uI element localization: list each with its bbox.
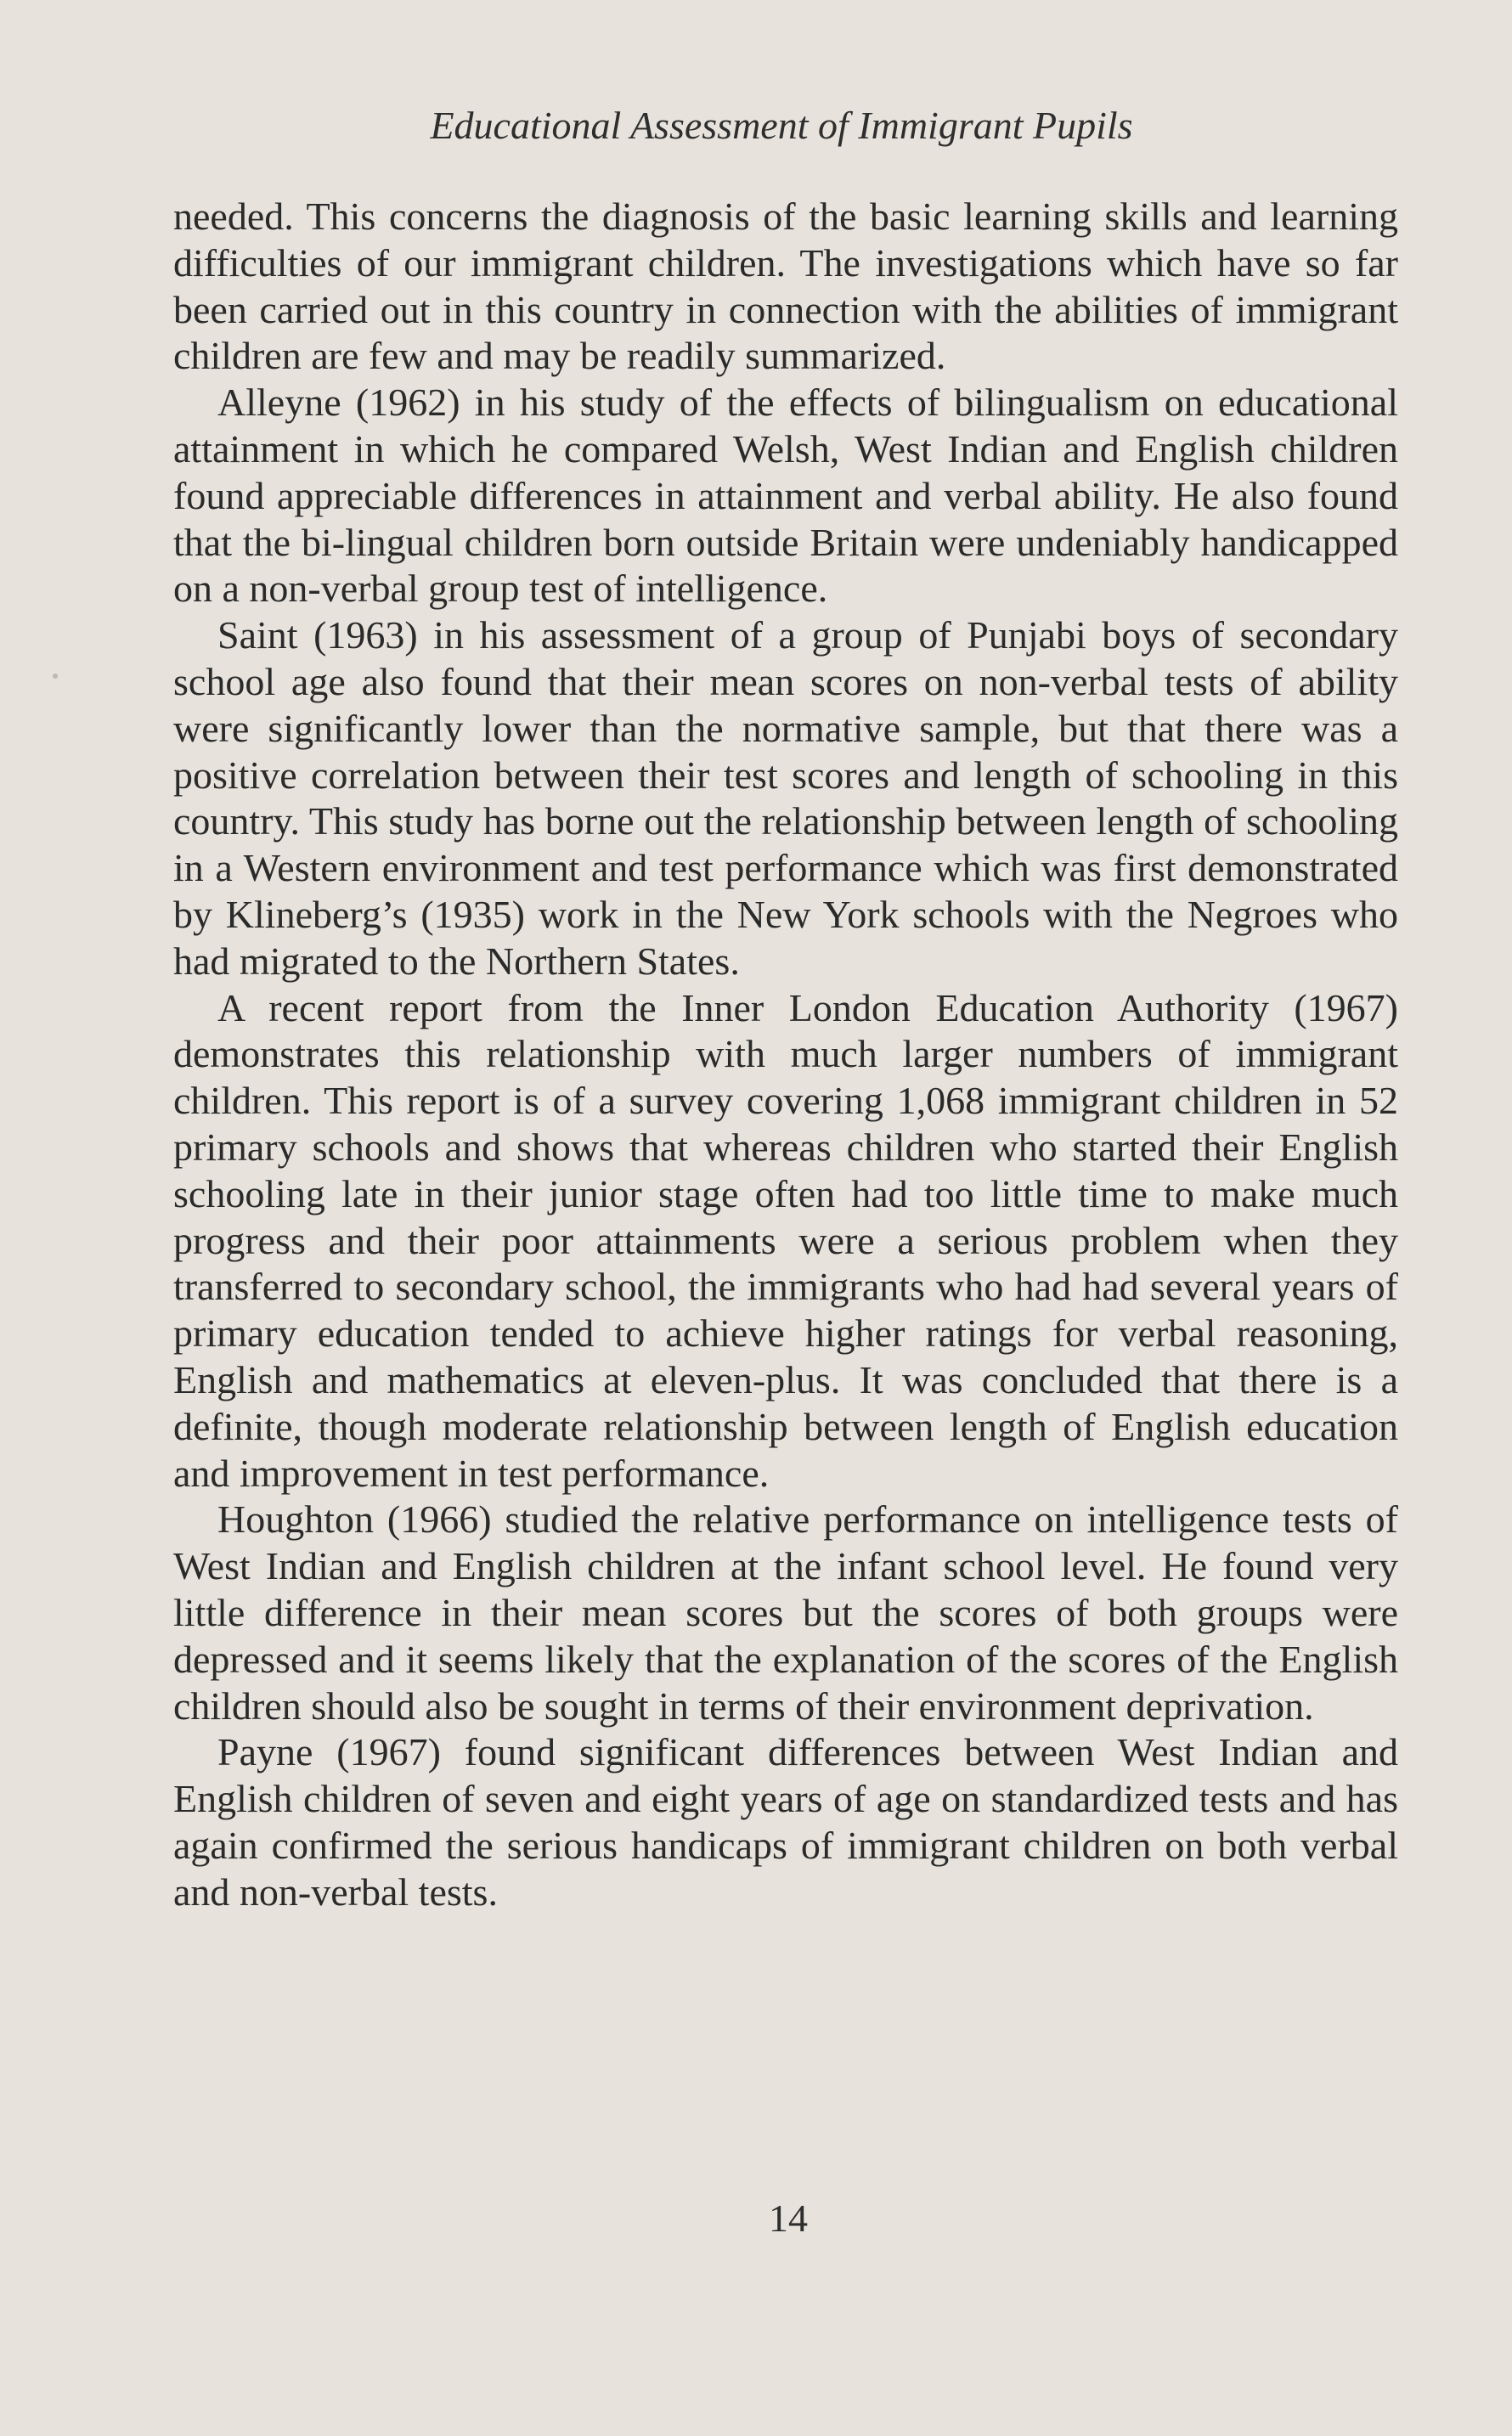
paragraph-saint: Saint (1963) in his assessment of a group of Punjabi boys of secondary school age also found that their mean scores on non-verbal tests of ability were significantly lower than the normative sample, but that there was a positive correlation between their test scores and length of schooling in this country. This study has borne out the relationship between length of schooling in a Western environment and test performance which was first demonstrated by Klineberg’s (1935) work in the New York schools with the Negroes who had migrated to the Northern States.: [173, 613, 1398, 983]
paragraph-alleyne: Alleyne (1962) in his study of the effects of bilingualism on educational attainment in which he compared Welsh, West Indian and English children found appreciable differences in attainment and verbal ability. He also found that the bi-lingual children born outside Britain were undeniably handicapped on a non-verbal group test of intelligence.: [173, 381, 1398, 611]
running-header: Educational Assessment of Immigrant Pupils: [430, 104, 1133, 147]
paragraph-continuation: needed. This concerns the diagnosis of the basic learning skills and learning difficulties of our immigrant children. The investigations which have so far been carried out in this country in connection with the abilities of immigrant children are few and may be readily summarized.: [173, 195, 1398, 378]
page-number: 14: [769, 2196, 808, 2240]
body-text: [173, 194, 1398, 1915]
paragraph-payne: Payne (1967) found significant differences between West Indian and English children of seven and eight years of age on standardized tests and has again confirmed the serious handicaps of immigrant children on both verbal and non-verbal tests.: [173, 1730, 1398, 1914]
paragraph-houghton: Houghton (1966) studied the relative performance on intelligence tests of West Indian and English children at the infant school level. He found very little difference in their mean scores but the scores of both groups were depressed and it seems likely that the explanation of the scores of the English children should also be sought in terms of their environment deprivation.: [173, 1497, 1398, 1728]
paragraph-ilea-report: A recent report from the Inner London Education Authority (1967) demonstrates this relationship with much larger numbers of immigrant children. This report is of a survey covering 1,068 immigrant children in 52 primary schools and shows that whereas children who started their English schooling late in their junior stage often had too little time to make much progress and their poor attainments were a serious problem when they transferred to secondary school, the immigrants who had had several years of primary education tended to achieve higher ratings for verbal reasoning, English and mathematics at eleven-plus. It was concluded that there is a definite, though moderate relationship between length of English education and improvement in test performance.: [173, 985, 1398, 1495]
paper-speck: [53, 674, 58, 679]
